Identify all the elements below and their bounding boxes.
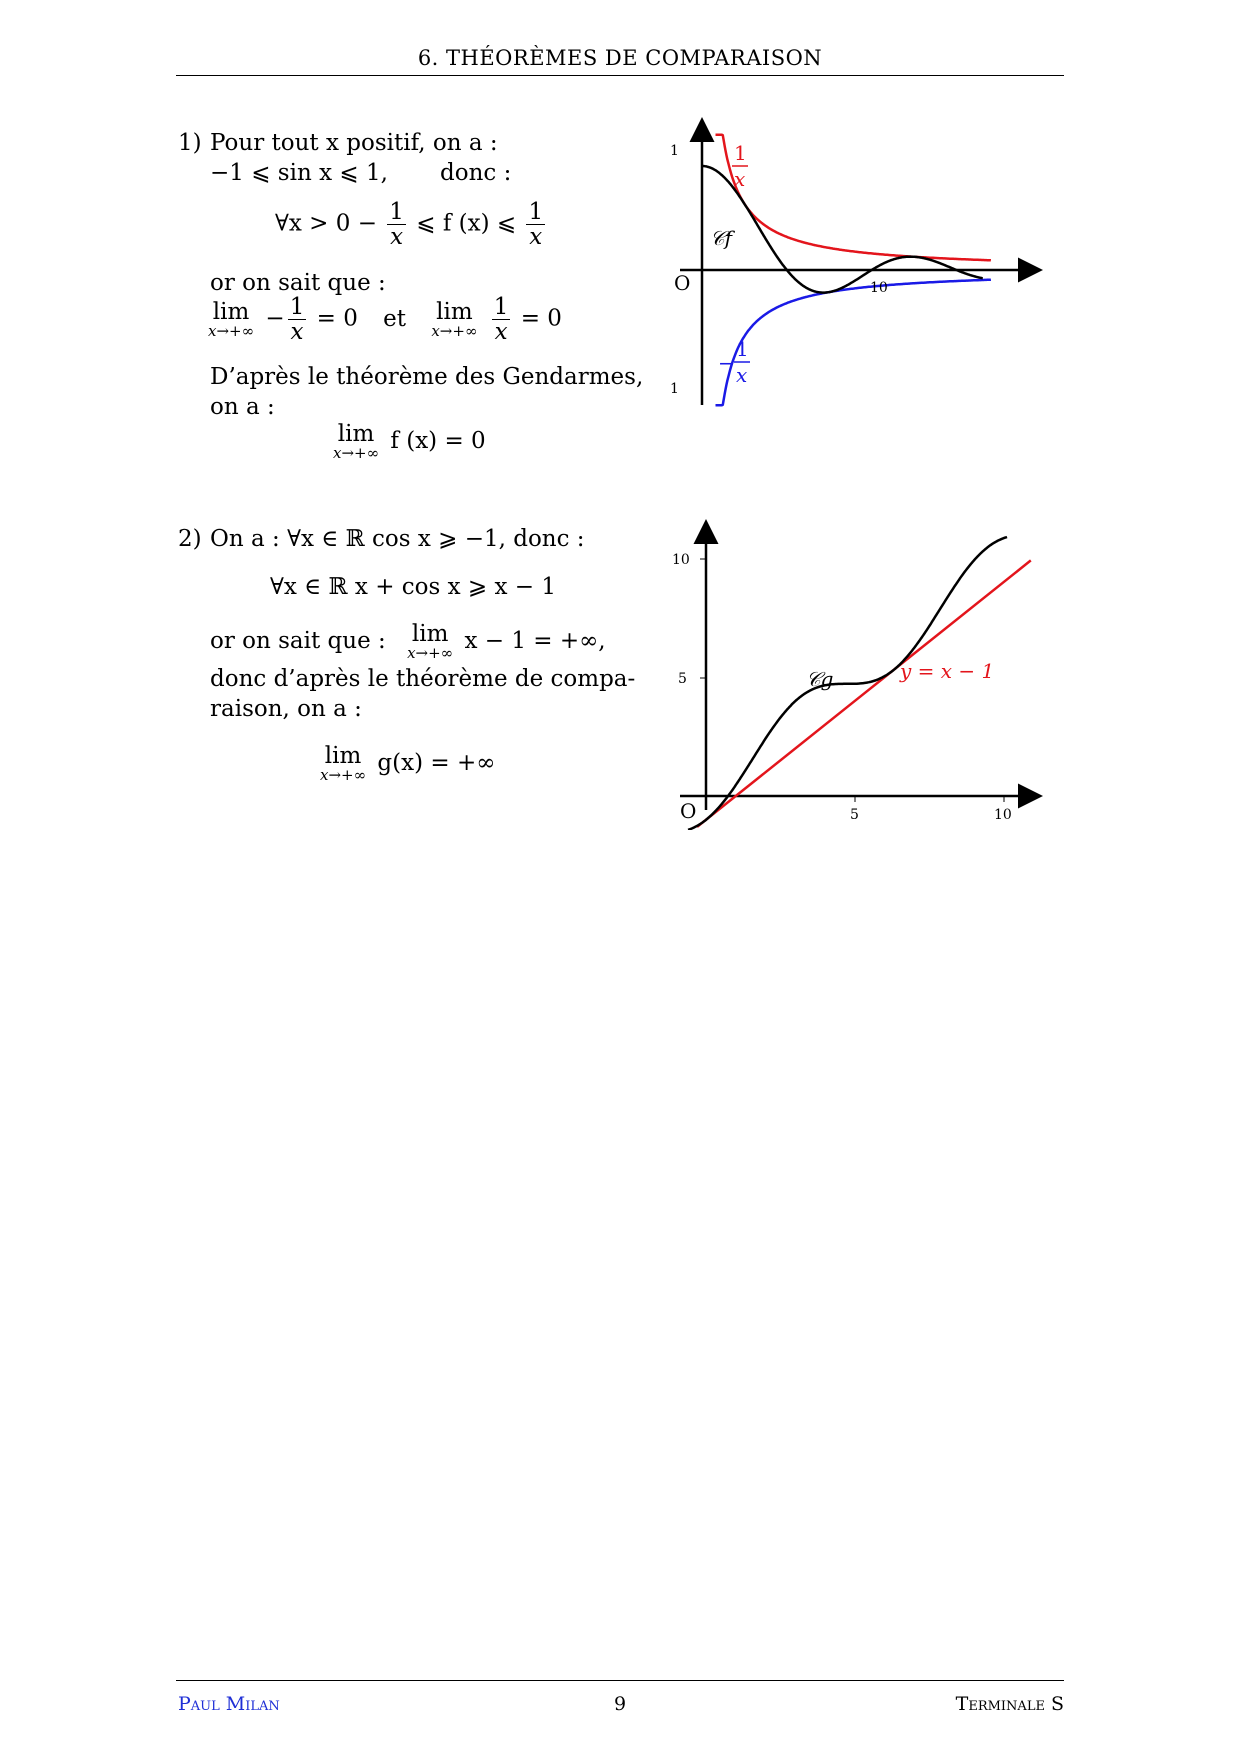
minus-sign: − (265, 305, 285, 332)
conclusion-expression: g(x) = +∞ (377, 749, 496, 776)
upper-label-den: x (734, 167, 746, 191)
equals-zero: = 0 (520, 305, 562, 332)
s2-raison: raison, on a : (210, 696, 362, 722)
item-number-1: 1) (178, 130, 202, 156)
item-number-2: 2) (178, 526, 202, 552)
s1-or-text: or on sait que : (210, 270, 386, 296)
s1-conclusion (333, 422, 486, 462)
upper-label-num: 1 (734, 141, 747, 165)
page-header-title: 6. THÉORÈMES DE COMPARAISON (417, 46, 823, 70)
x-tick-label-5: 5 (850, 807, 859, 823)
limit-operator: lim x→+∞ (208, 298, 255, 340)
s2-line1: On a : ∀x ∈ ℝ cos x ⩾ −1, donc : (210, 526, 585, 552)
limit-operator: lim x→+∞ (320, 743, 367, 785)
curve-minus-one-over-x (716, 280, 991, 406)
curve-one-over-x (716, 135, 991, 260)
graph-f (660, 110, 1060, 410)
footer-rule (176, 1680, 1064, 1681)
y-tick-label-10: 10 (672, 552, 690, 568)
s1-line2b: donc : (440, 160, 512, 186)
s1-inequality (275, 200, 548, 249)
footer-page-number: 9 (613, 1693, 627, 1715)
lower-label-num: 1 (736, 337, 749, 361)
s1-ona: on a : (210, 394, 275, 420)
s2-limit-line (210, 622, 606, 662)
x-tick-label-10: 10 (994, 807, 1012, 823)
conjunction-et: et (383, 305, 407, 332)
header-rule (176, 75, 1064, 76)
origin-label: O (674, 271, 691, 295)
fraction-one-over-x: $\frac{1}{x}$ (389, 199, 404, 251)
s1-ineq-mid: ⩽ f (x) ⩽ (416, 210, 517, 237)
fraction-one-over-x: $\frac{1}{x}$ (493, 294, 509, 346)
limit-operator: lim x→+∞ (407, 621, 454, 663)
s2-or-text: or on sait que : (210, 627, 386, 654)
s2-donc: donc d’après le théorème de compa- (210, 666, 636, 692)
s1-ineq-left: ∀x > 0 − (275, 210, 377, 237)
footer-course: Terminale S (955, 1693, 1064, 1715)
limit-operator: lim x→+∞ (333, 421, 380, 463)
curve-label-cg: 𝒞g (806, 667, 834, 691)
curve-cg (688, 537, 1007, 830)
curve-label-cf: 𝒞f (710, 226, 732, 250)
y-tick-label-bottom: 1 (670, 381, 679, 397)
limit-operator: lim x→+∞ (431, 298, 478, 340)
y-tick-label-5: 5 (678, 671, 687, 687)
s2-limit-expression: x − 1 = +∞, (464, 627, 606, 654)
s2-conclusion (320, 744, 495, 784)
s1-dapres: D’après le théorème des Gendarmes, (210, 364, 644, 390)
lower-label-minus: − (718, 351, 735, 375)
y-tick-label-top: 1 (670, 143, 679, 159)
s1-limits (208, 295, 562, 344)
line-y-equals-x-minus-1 (697, 560, 1031, 827)
origin-label: O (680, 799, 697, 823)
lower-label-den: x (736, 363, 748, 387)
graph-g (660, 510, 1060, 830)
footer-author: Paul Milan (178, 1693, 280, 1715)
s2-inequality: ∀x ∈ ℝ x + cos x ⩾ x − 1 (270, 574, 556, 600)
fraction-one-over-x: $\frac{1}{x}$ (289, 294, 305, 346)
line-label: y = x − 1 (900, 659, 995, 683)
s1-line1: Pour tout x positif, on a : (210, 130, 498, 156)
equals-zero: = 0 (316, 305, 358, 332)
x-tick-label: 10 (870, 280, 888, 296)
s1-line2a: −1 ⩽ sin x ⩽ 1, (210, 160, 388, 186)
fraction-one-over-x: $\frac{1}{x}$ (528, 199, 544, 251)
conclusion-expression: f (x) = 0 (390, 427, 486, 454)
